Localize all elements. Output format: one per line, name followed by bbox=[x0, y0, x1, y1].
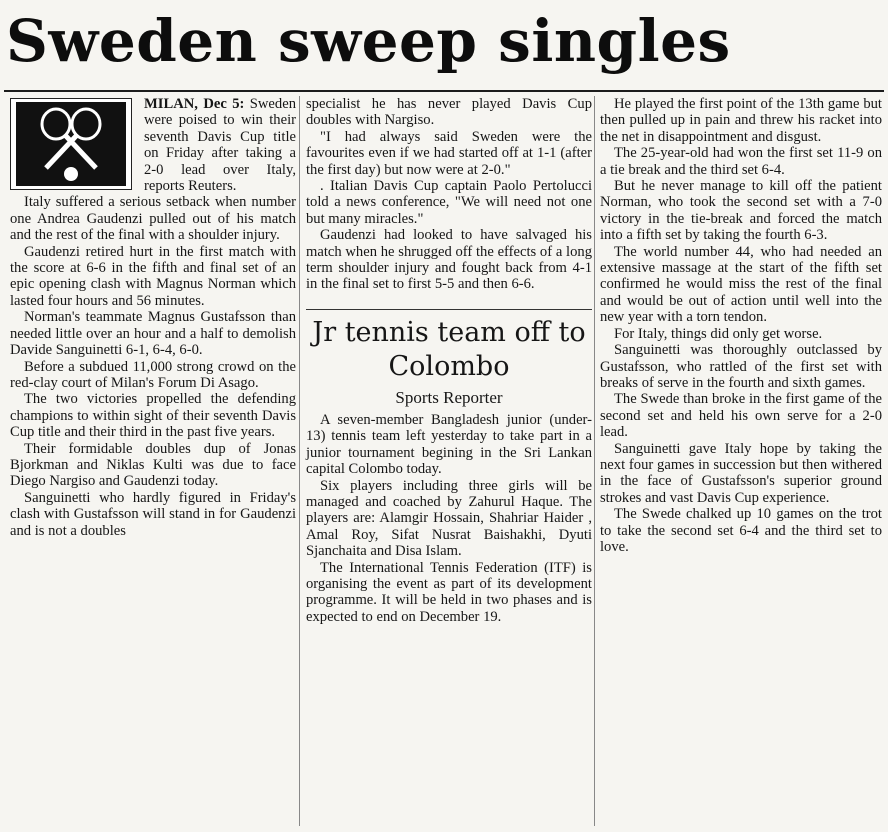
paragraph: Gaudenzi had looked to have salvaged his match when he shrugged off the effects of a long term shoulder injury and fought back from 4-1 in the final set to first 5-5 and then 6-6. bbox=[306, 227, 592, 293]
paragraph: The world number 44, who had needed an extensive massage at the start of the fifth set confirmed he would miss the rest of the final and would be out of action until well into the new year with a torn tendon. bbox=[600, 243, 882, 326]
second-story-headline: Jr tennis team off to Colombo bbox=[306, 309, 592, 384]
paragraph: But he never manage to kill off the patient Norman, who took the second set with a 7-0 victory in the tie-break and forced the match into a fifth set by taking the fourth 6-3. bbox=[600, 178, 882, 244]
paragraph: He played the first point of the 13th game but then pulled up in pain and threw his racket into the net in disappointment and disgust. bbox=[600, 96, 882, 145]
byline: Sports Reporter bbox=[395, 387, 503, 407]
headline: Sweden sweep singles bbox=[6, 7, 731, 75]
dateline: MILAN, Dec 5: bbox=[144, 96, 245, 112]
paragraph: Gaudenzi retired hurt in the first match with the score at 6-6 in the fifth and final set of an epic opening clash with Magnus Norman which lasted four hours and 56 minutes. bbox=[10, 243, 296, 309]
article-column-1 bbox=[10, 96, 296, 539]
paragraph: "I had always said Sweden were the favourites even if we had started off at 1-1 (after the first day) but now were at 2-0." bbox=[306, 128, 592, 178]
paragraph: Sanguinetti gave Italy hope by taking the next four games in succession but then withered in the face of Gustafsson's superior ground strokes and vast Davis Cup experience. bbox=[600, 440, 882, 506]
paragraph: The two victories propelled the defending champions to within sight of their seventh Davis Cup title and their third in the past five years. bbox=[10, 391, 296, 441]
paragraph: For Italy, things did only get worse. bbox=[614, 325, 823, 342]
column-divider bbox=[299, 96, 300, 826]
paragraph: Before a subdued 11,000 strong crowd on the red-clay court of Milan's Forum Di Asago. bbox=[10, 358, 296, 391]
paragraph: Norman's teammate Magnus Gustafsson than needed little over an hour and a half to demolish Davide Sanguinetti 6-1, 6-4, 6-0. bbox=[10, 309, 296, 359]
paragraph: The Swede chalked up 10 games on the trot to take the second set 6-4 and the third set to love. bbox=[600, 506, 882, 555]
paragraph: The International Tennis Federation (ITF) is organising the event as part of its development programme. It will be held in two phases and is expected to end on December 19. bbox=[306, 559, 592, 625]
crossed-tennis-rackets-icon bbox=[10, 98, 132, 190]
paragraph: Six players including three girls will be managed and coached by Zahurul Haque. The players are: Alamgir Hossain, Shahriar Haider , Amal Roy, Sifat Nusrat Baishakhi, Dyuti Sjanchaita and Disa Islam. bbox=[306, 477, 592, 560]
paragraph: A seven-member Bangladesh junior (under-13) tennis team left yesterday to take part in a junior tournament begining in the Sri Lankan capital Colombo today. bbox=[306, 411, 592, 478]
paragraph: specialist he has never played Davis Cup doubles with Nargiso. bbox=[306, 96, 592, 129]
headline-rule bbox=[4, 90, 884, 92]
paragraph: Their formidable doubles dup of Jonas Bjorkman and Niklas Kulti was due to face Diego Nargiso and Gaudenzi today. bbox=[10, 440, 296, 490]
article-column-3 bbox=[600, 96, 882, 555]
paragraph: Sanguinetti was thoroughly outclassed by Gustafsson, who rattled of the first set with breaks of serve in the fourth and sixth games. bbox=[600, 342, 882, 391]
paragraph: . Italian Davis Cup captain Paolo Pertolucci told a news conference, "We will need not one but many miracles." bbox=[306, 178, 592, 227]
paragraph: Sanguinetti who hardly figured in Friday's clash with Gustafsson will stand in for Gaudenzi and is not a doubles bbox=[10, 489, 296, 539]
paragraph: Italy suffered a serious setback when number one Andrea Gaudenzi pulled out of his match and the rest of the final with a shoulder injury. bbox=[10, 194, 296, 244]
article-column-2 bbox=[306, 96, 592, 625]
lead-text: Sweden were poised to win their seventh Davis Cup title on Friday after taking a 2-0 lead over Italy, reports Reuters. bbox=[144, 96, 296, 195]
paragraph: The Swede than broke in the first game of the second set and held his own serve for a 2-0 lead. bbox=[600, 391, 882, 441]
column-divider bbox=[594, 96, 595, 826]
paragraph: The 25-year-old had won the first set 11-9 on a tie break and the third set 6-4. bbox=[600, 145, 882, 178]
